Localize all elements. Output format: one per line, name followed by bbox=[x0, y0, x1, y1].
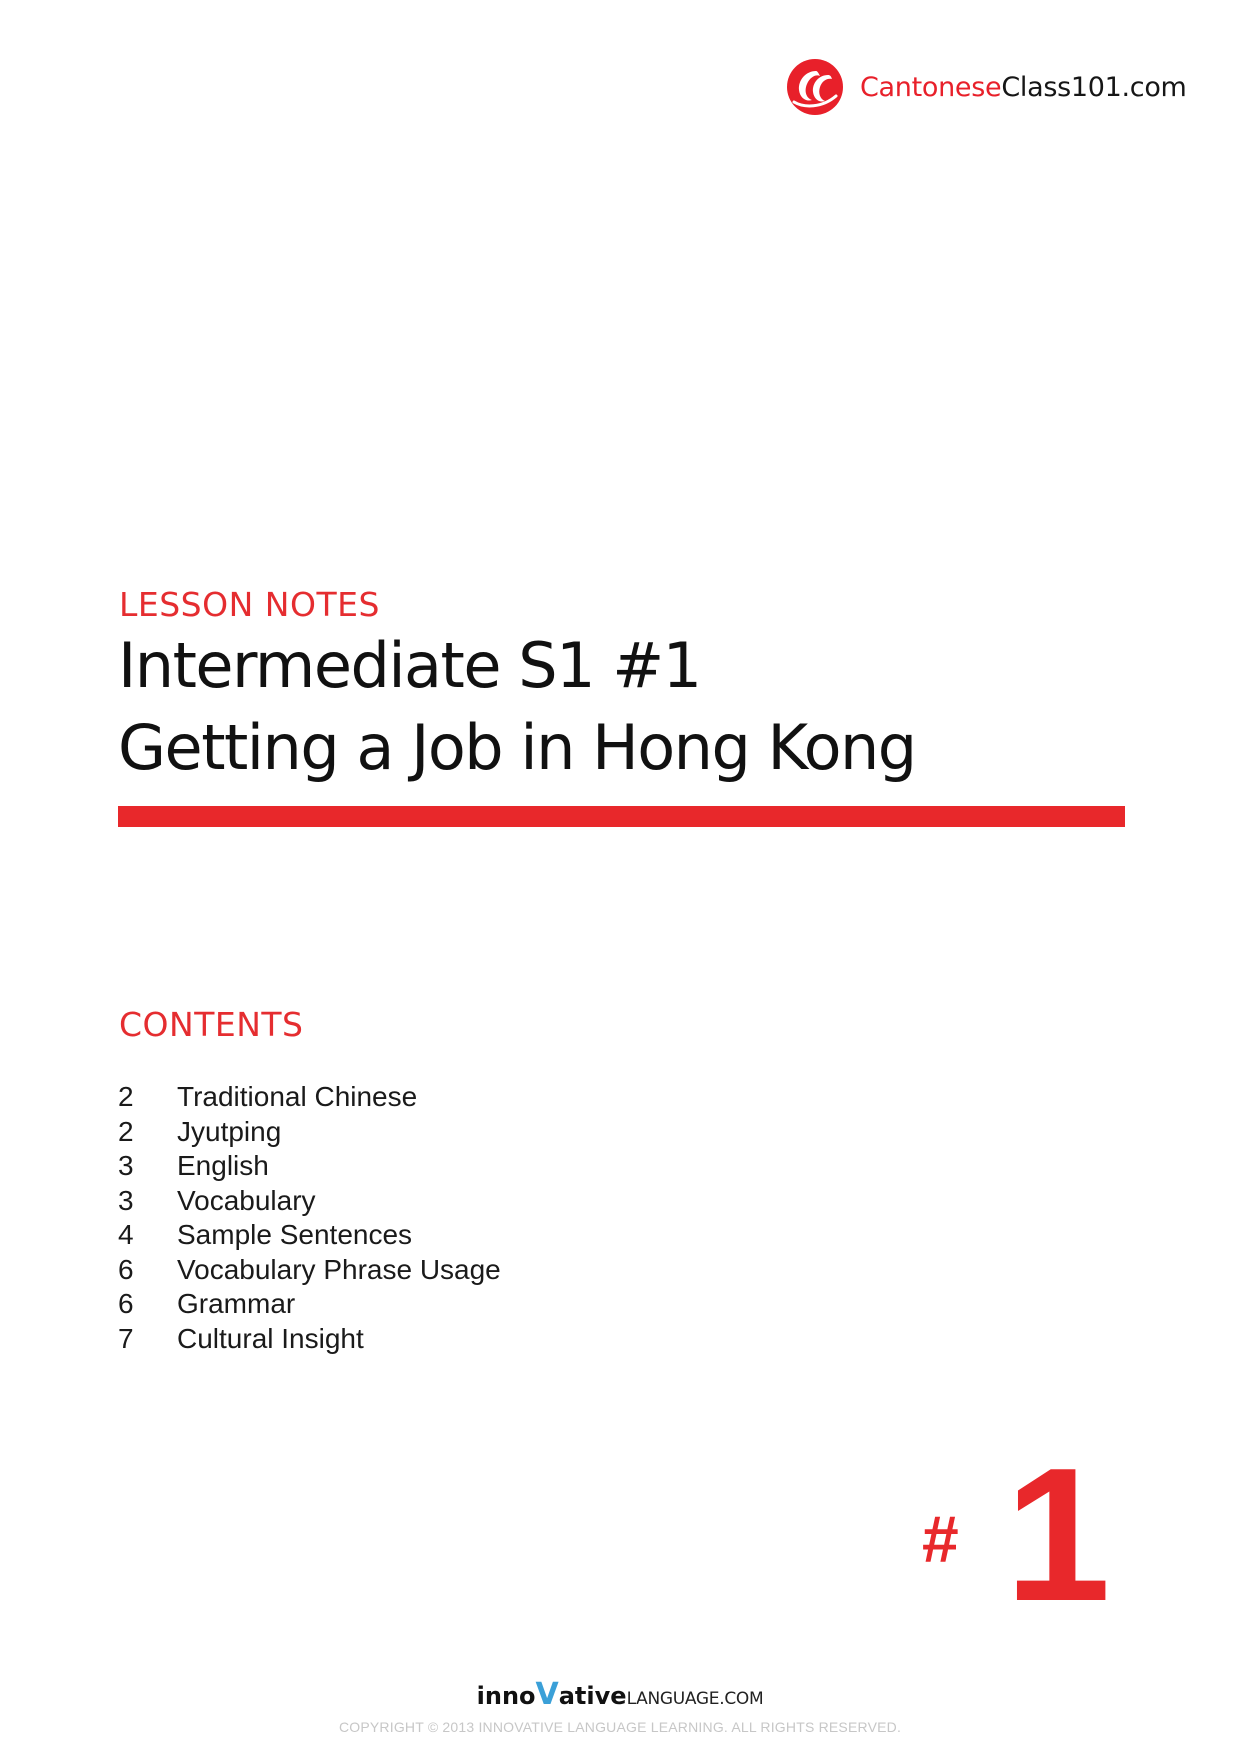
toc-item[interactable] bbox=[118, 1184, 501, 1219]
brand-name-part1: Cantonese bbox=[860, 71, 1002, 103]
contents-heading: CONTENTS bbox=[119, 1005, 304, 1044]
toc-page-number: 6 bbox=[118, 1288, 134, 1320]
table-of-contents bbox=[118, 1080, 501, 1356]
brand-logo bbox=[786, 58, 1187, 116]
toc-item[interactable] bbox=[118, 1115, 501, 1150]
toc-page-number: 2 bbox=[118, 1115, 134, 1147]
toc-item-title: Jyutping bbox=[177, 1115, 282, 1147]
toc-item[interactable] bbox=[118, 1253, 501, 1288]
lesson-number-hash: # bbox=[922, 1502, 959, 1576]
footer-logo-part4: LANGUAGE.COM bbox=[626, 1689, 764, 1709]
toc-item-title: Sample Sentences bbox=[177, 1219, 413, 1251]
toc-page-number: 4 bbox=[118, 1219, 134, 1251]
toc-item-title: Vocabulary bbox=[177, 1184, 316, 1216]
lesson-number: 1 bbox=[1005, 1429, 1107, 1641]
toc-page-number: 2 bbox=[118, 1081, 134, 1113]
toc-item-title: Grammar bbox=[177, 1288, 296, 1320]
toc-item-title: Traditional Chinese bbox=[177, 1081, 418, 1113]
footer-logo-part3: ative bbox=[558, 1682, 627, 1710]
toc-item-title: Vocabulary Phrase Usage bbox=[177, 1253, 501, 1285]
footer-logo-v: V bbox=[535, 1677, 559, 1712]
toc-item[interactable] bbox=[118, 1080, 501, 1115]
copyright-notice: COPYRIGHT © 2013 INNOVATIVE LANGUAGE LEARNING. ALL RIGHTS RESERVED. bbox=[338, 1719, 902, 1735]
toc-item[interactable] bbox=[118, 1287, 501, 1322]
title-divider bbox=[118, 806, 1125, 827]
cc-swirl-logo-icon bbox=[786, 58, 844, 116]
lesson-title-line2: Getting a Job in Hong Kong bbox=[118, 711, 916, 784]
lesson-title-line1: Intermediate S1 #1 bbox=[118, 629, 701, 702]
brand-name bbox=[860, 71, 1187, 103]
innovative-language-logo bbox=[0, 1677, 1240, 1712]
footer-logo-part1: inno bbox=[476, 1682, 536, 1710]
toc-item-title: English bbox=[177, 1150, 269, 1182]
toc-page-number: 3 bbox=[118, 1150, 134, 1182]
toc-page-number: 6 bbox=[118, 1253, 134, 1285]
toc-item[interactable] bbox=[118, 1322, 501, 1357]
toc-item-title: Cultural Insight bbox=[177, 1322, 364, 1354]
toc-item[interactable] bbox=[118, 1149, 501, 1184]
brand-name-part2: Class101.com bbox=[1001, 71, 1187, 103]
lesson-notes-label: LESSON NOTES bbox=[119, 585, 380, 624]
toc-page-number: 7 bbox=[118, 1322, 134, 1354]
toc-page-number: 3 bbox=[118, 1184, 134, 1216]
toc-item[interactable] bbox=[118, 1218, 501, 1253]
